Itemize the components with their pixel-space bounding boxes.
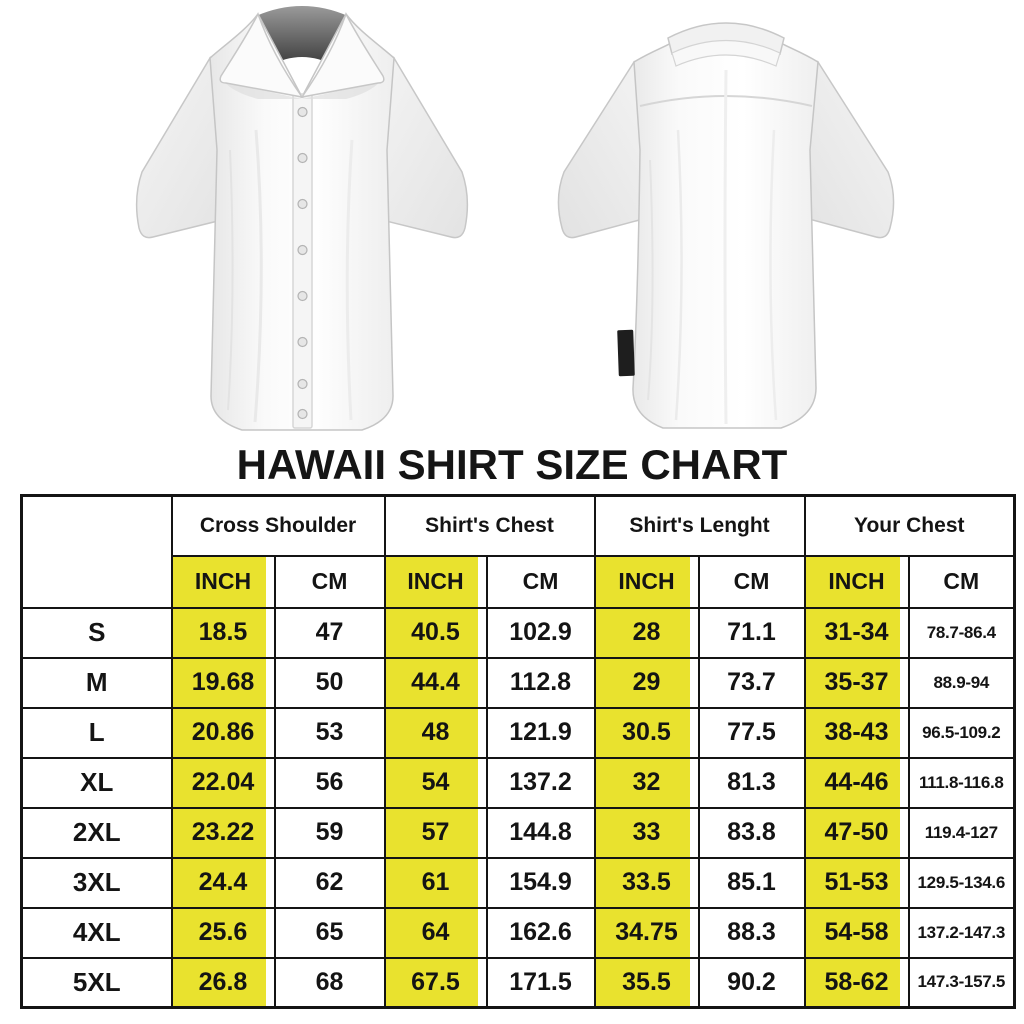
cell-shirts-length-inch: 28 — [595, 608, 699, 658]
shirt-front-image — [104, 0, 500, 444]
cell-shirts-length-inch: 34.75 — [595, 908, 699, 958]
unit-header-inch: INCH — [595, 556, 699, 608]
cell-shirts-chest-cm: 121.9 — [487, 708, 595, 758]
group-header-shirts-length: Shirt's Lenght — [595, 496, 805, 556]
cell-your-chest-inch: 51-53 — [805, 858, 909, 908]
cell-your-chest-cm: 137.2-147.3 — [909, 908, 1015, 958]
table-row-s — [22, 608, 1015, 658]
table-row-2xl — [22, 808, 1015, 858]
unit-header-cm: CM — [275, 556, 385, 608]
cell-shirts-length-cm: 90.2 — [699, 958, 805, 1008]
cell-cross-shoulder-inch: 22.04 — [172, 758, 275, 808]
cell-your-chest-cm: 78.7-86.4 — [909, 608, 1015, 658]
cell-cross-shoulder-cm: 56 — [275, 758, 385, 808]
cell-shirts-chest-inch: 40.5 — [385, 608, 487, 658]
cell-shirts-chest-inch: 54 — [385, 758, 487, 808]
cell-cross-shoulder-inch: 24.4 — [172, 858, 275, 908]
cell-cross-shoulder-inch: 23.22 — [172, 808, 275, 858]
care-tag — [617, 330, 635, 377]
cell-shirts-chest-cm: 171.5 — [487, 958, 595, 1008]
group-header-your-chest: Your Chest — [805, 496, 1015, 556]
table-row-m — [22, 658, 1015, 708]
group-header-shirts-chest: Shirt's Chest — [385, 496, 595, 556]
cell-cross-shoulder-inch: 20.86 — [172, 708, 275, 758]
table-row-5xl — [22, 958, 1015, 1008]
cell-cross-shoulder-cm: 53 — [275, 708, 385, 758]
cell-shirts-length-cm: 83.8 — [699, 808, 805, 858]
group-header-row — [22, 496, 1015, 556]
cell-shirts-length-cm: 73.7 — [699, 658, 805, 708]
unit-header-inch: INCH — [172, 556, 275, 608]
cell-cross-shoulder-cm: 65 — [275, 908, 385, 958]
cell-shirts-length-inch: 29 — [595, 658, 699, 708]
cell-your-chest-inch: 47-50 — [805, 808, 909, 858]
corner-cell — [22, 496, 172, 608]
group-header-cross-shoulder: Cross Shoulder — [172, 496, 385, 556]
cell-your-chest-inch: 58-62 — [805, 958, 909, 1008]
cell-shirts-chest-inch: 64 — [385, 908, 487, 958]
cell-shirts-chest-inch: 61 — [385, 858, 487, 908]
cell-shirts-length-inch: 30.5 — [595, 708, 699, 758]
cell-cross-shoulder-cm: 62 — [275, 858, 385, 908]
unit-header-cm: CM — [487, 556, 595, 608]
size-label: 3XL — [22, 858, 172, 908]
cell-shirts-length-inch: 32 — [595, 758, 699, 808]
cell-shirts-chest-cm: 137.2 — [487, 758, 595, 808]
cell-shirts-length-inch: 33.5 — [595, 858, 699, 908]
cell-your-chest-inch: 54-58 — [805, 908, 909, 958]
unit-header-cm: CM — [699, 556, 805, 608]
table-row-3xl — [22, 858, 1015, 908]
cell-shirts-chest-cm: 102.9 — [487, 608, 595, 658]
size-label: S — [22, 608, 172, 658]
size-label: L — [22, 708, 172, 758]
cell-shirts-length-cm: 85.1 — [699, 858, 805, 908]
cell-cross-shoulder-inch: 25.6 — [172, 908, 275, 958]
cell-cross-shoulder-inch: 26.8 — [172, 958, 275, 1008]
cell-your-chest-inch: 44-46 — [805, 758, 909, 808]
cell-cross-shoulder-cm: 68 — [275, 958, 385, 1008]
cell-your-chest-cm: 147.3-157.5 — [909, 958, 1015, 1008]
cell-shirts-length-inch: 33 — [595, 808, 699, 858]
cell-shirts-length-cm: 88.3 — [699, 908, 805, 958]
cell-shirts-chest-cm: 144.8 — [487, 808, 595, 858]
cell-cross-shoulder-cm: 47 — [275, 608, 385, 658]
size-label: M — [22, 658, 172, 708]
cell-cross-shoulder-cm: 50 — [275, 658, 385, 708]
cell-shirts-chest-inch: 48 — [385, 708, 487, 758]
cell-your-chest-inch: 35-37 — [805, 658, 909, 708]
cell-your-chest-cm: 96.5-109.2 — [909, 708, 1015, 758]
cell-your-chest-cm: 129.5-134.6 — [909, 858, 1015, 908]
table-row-l — [22, 708, 1015, 758]
cell-shirts-chest-inch: 57 — [385, 808, 487, 858]
cell-shirts-chest-inch: 67.5 — [385, 958, 487, 1008]
shirt-back-image — [518, 0, 934, 444]
size-label: 5XL — [22, 958, 172, 1008]
unit-header-inch: INCH — [805, 556, 909, 608]
size-label: 4XL — [22, 908, 172, 958]
page-title: HAWAII SHIRT SIZE CHART — [236, 441, 788, 488]
cell-cross-shoulder-inch: 19.68 — [172, 658, 275, 708]
unit-header-inch: INCH — [385, 556, 487, 608]
unit-header-cm: CM — [909, 556, 1015, 608]
cell-shirts-length-cm: 77.5 — [699, 708, 805, 758]
cell-shirts-chest-cm: 154.9 — [487, 858, 595, 908]
cell-shirts-chest-cm: 112.8 — [487, 658, 595, 708]
cell-your-chest-inch: 31-34 — [805, 608, 909, 658]
cell-cross-shoulder-cm: 59 — [275, 808, 385, 858]
cell-your-chest-cm: 111.8-116.8 — [909, 758, 1015, 808]
cell-shirts-length-cm: 81.3 — [699, 758, 805, 808]
cell-shirts-chest-cm: 162.6 — [487, 908, 595, 958]
table-row-4xl — [22, 908, 1015, 958]
cell-your-chest-inch: 38-43 — [805, 708, 909, 758]
size-chart-table — [20, 494, 1016, 1009]
cell-shirts-chest-inch: 44.4 — [385, 658, 487, 708]
cell-cross-shoulder-inch: 18.5 — [172, 608, 275, 658]
size-label: 2XL — [22, 808, 172, 858]
cell-shirts-length-inch: 35.5 — [595, 958, 699, 1008]
table-row-xl — [22, 758, 1015, 808]
cell-your-chest-cm: 119.4-127 — [909, 808, 1015, 858]
cell-your-chest-cm: 88.9-94 — [909, 658, 1015, 708]
size-label: XL — [22, 758, 172, 808]
cell-shirts-length-cm: 71.1 — [699, 608, 805, 658]
